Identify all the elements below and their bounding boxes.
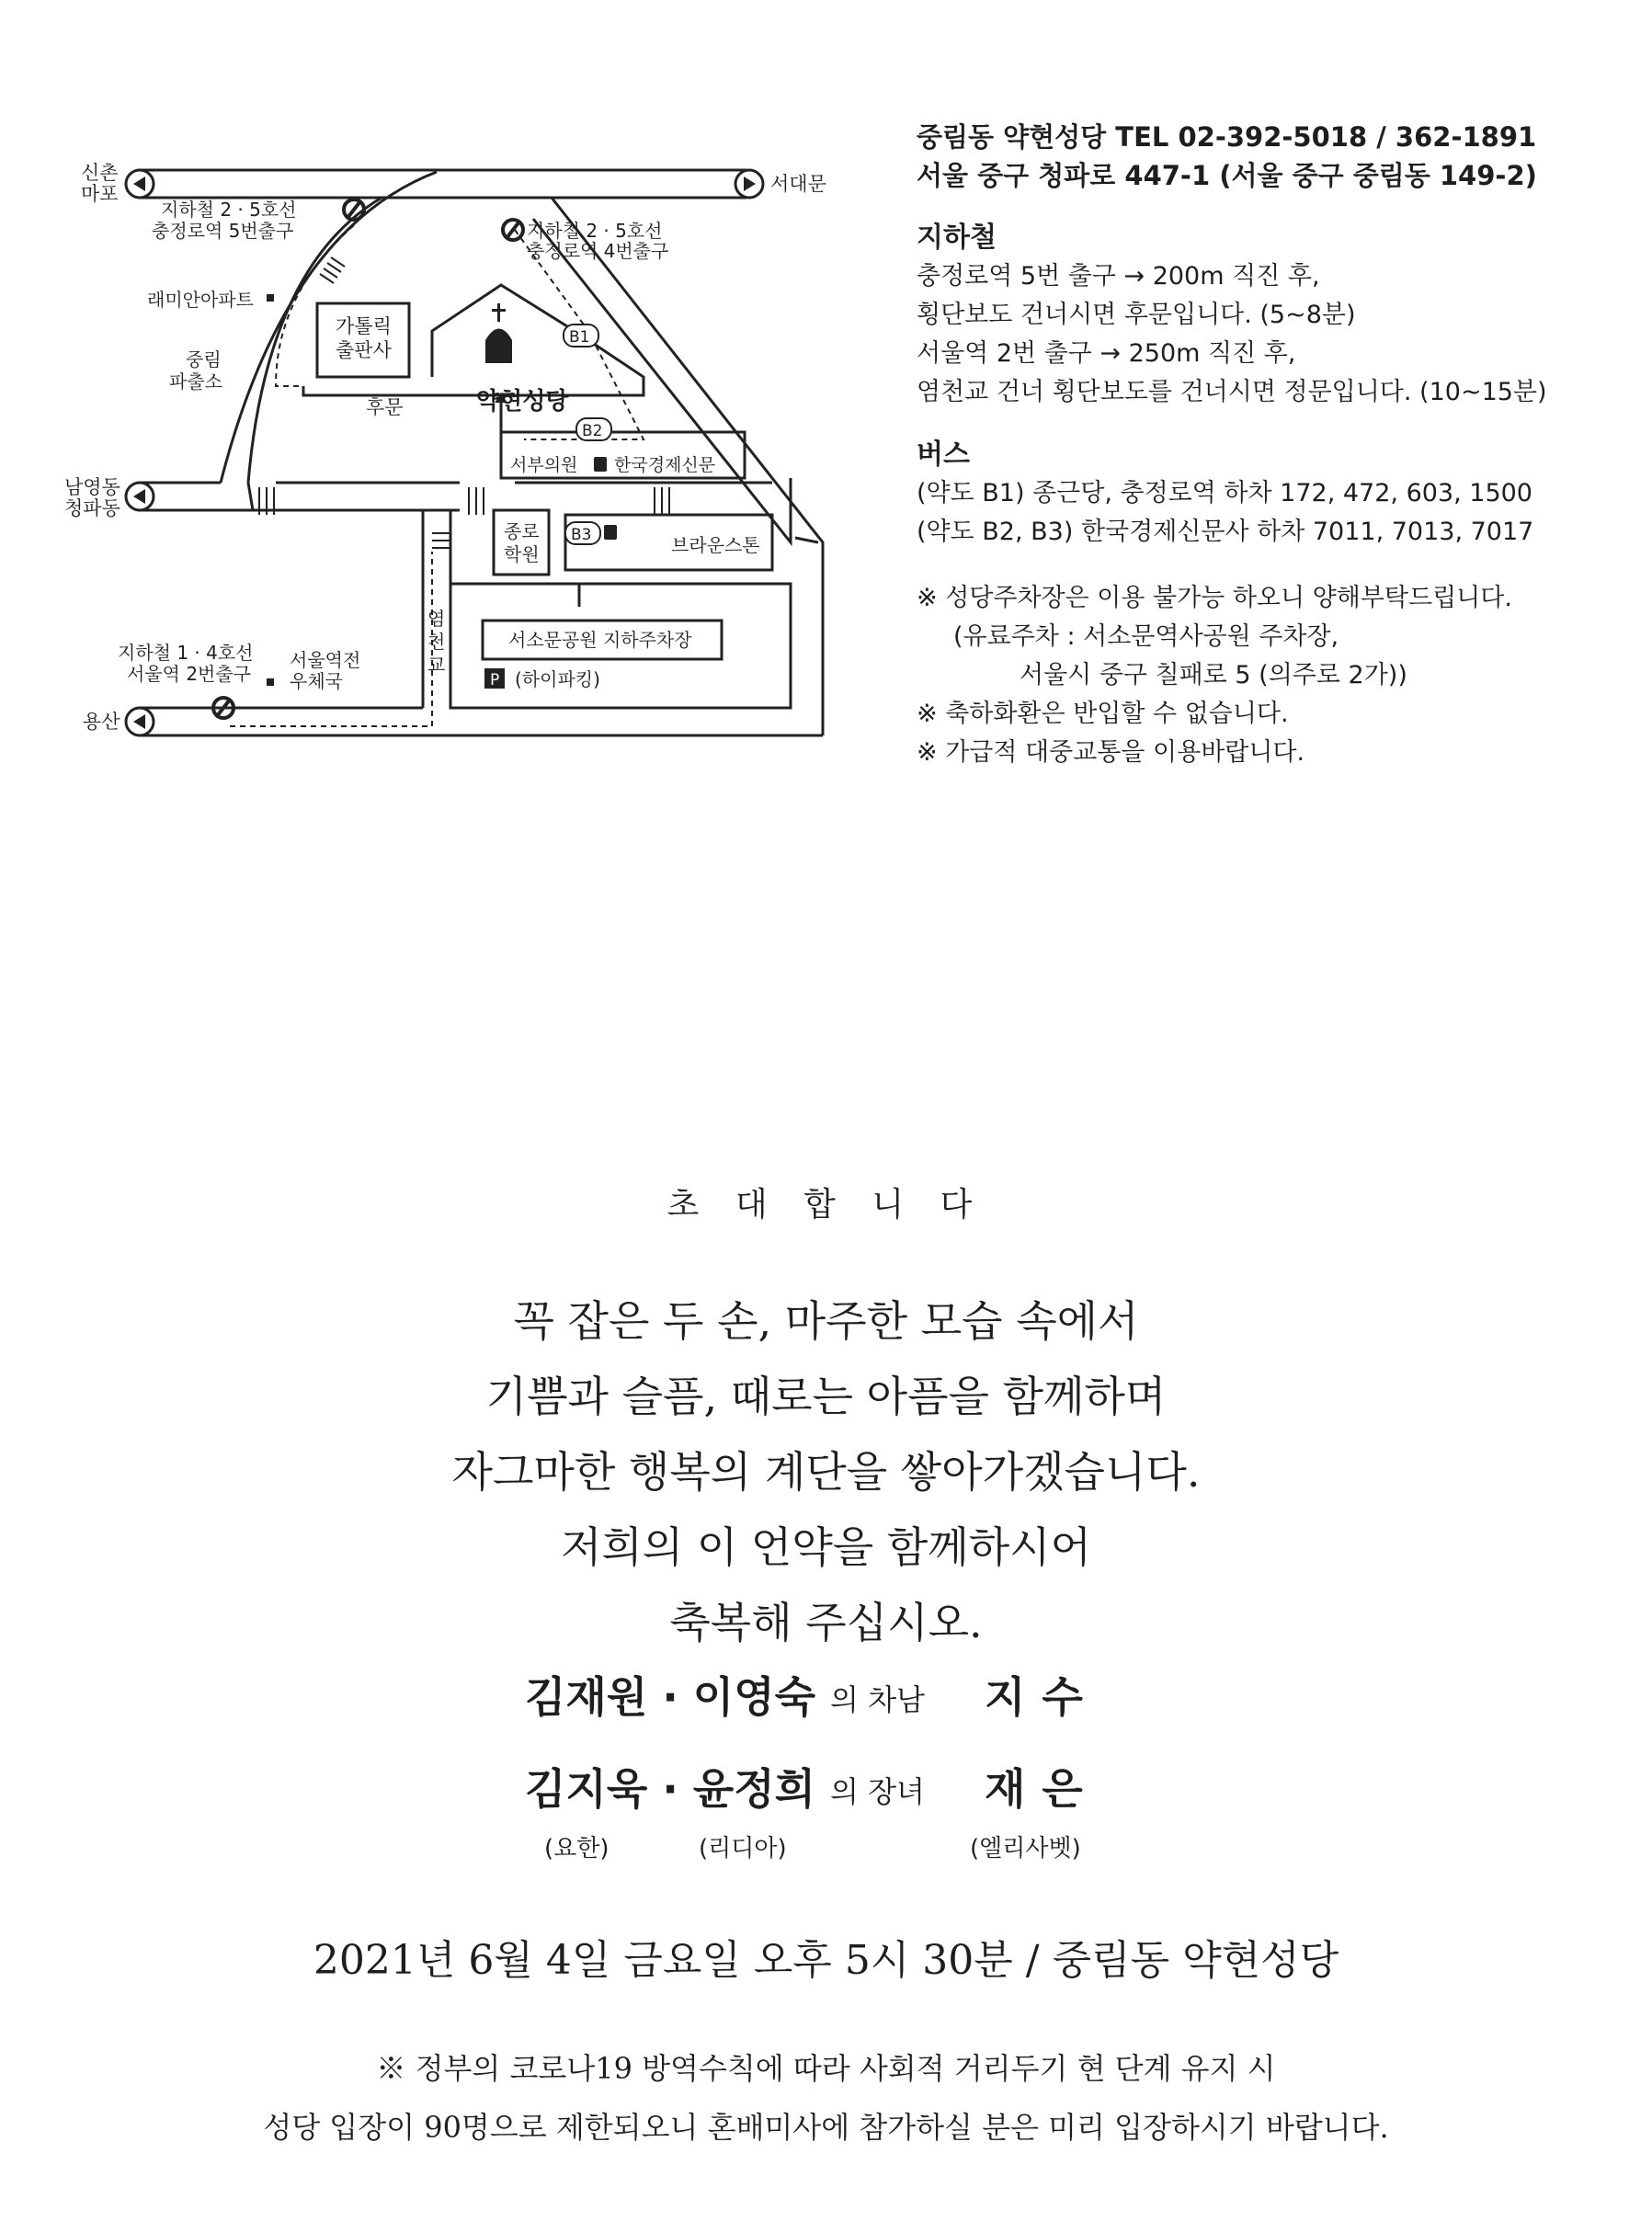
covid-notice bbox=[0, 2039, 1652, 2157]
bus-icon bbox=[594, 457, 607, 472]
subway-line: 횡단보도 건너시면 후문입니다. (5~8분) bbox=[917, 301, 1356, 329]
poem-line: 자그마한 행복의 계단을 쌓아가겠습니다. bbox=[451, 1447, 1201, 1497]
directions-info bbox=[917, 118, 1634, 772]
church-icon bbox=[485, 303, 512, 363]
invitation-title: 초 대 합 니 다 bbox=[666, 1186, 986, 1224]
baptismal-name-mother: (리디아) bbox=[699, 1835, 787, 1863]
subway-line: 염천교 건너 횡단보도를 건너시면 정문입니다. (10~15분) bbox=[917, 378, 1547, 406]
bride-relation: 의 장녀 bbox=[830, 1774, 925, 1809]
subway-title: 지하철 bbox=[917, 222, 997, 254]
subway-icon bbox=[503, 220, 523, 240]
bus-line: (약도 B2, B3) 한국경제신문사 하차 7011, 7013, 7017 bbox=[917, 518, 1534, 546]
post-office-line1: 서울역전 bbox=[290, 649, 361, 671]
crosswalk bbox=[655, 487, 669, 515]
church-map-label: 약현성당 bbox=[476, 388, 569, 416]
bride-name: 재은 bbox=[985, 1764, 1099, 1814]
road-top bbox=[138, 170, 746, 198]
route-exit5 bbox=[276, 225, 354, 386]
poem-line: 축복해 주십시오. bbox=[669, 1598, 983, 1647]
crosswalk bbox=[432, 533, 450, 548]
brown-label: 브라운스톤 bbox=[671, 534, 760, 556]
seobu-label: 서부의원 bbox=[510, 455, 578, 475]
poem-line: 꼭 잡은 두 손, 마주한 모습 속에서 bbox=[513, 1296, 1139, 1346]
baptismal-name-bride: (엘리사벳) bbox=[970, 1835, 1081, 1863]
subway-exit5-line1: 지하철 2 · 5호선 bbox=[161, 199, 297, 221]
subway-line: 충정로역 5번 출구 → 200m 직진 후, bbox=[917, 262, 1320, 291]
dest-seodaemun: 서대문 bbox=[770, 173, 826, 195]
road-bottom bbox=[138, 708, 823, 735]
crosswalk bbox=[320, 257, 345, 283]
note-line: ※ 성당주차장은 이용 불가능 하오니 양해부탁드립니다. bbox=[917, 584, 1512, 612]
subway-exit5-line2: 충정로역 5번출구 bbox=[152, 220, 294, 242]
bus-title: 버스 bbox=[917, 439, 970, 471]
publisher-line2: 출판사 bbox=[336, 339, 392, 361]
hankyung-label: 한국경제신문 bbox=[614, 455, 716, 475]
groom-parents: 김재원 · 이영숙 bbox=[525, 1672, 816, 1722]
date-place: 2021년 6월 4일 금요일 오후 5시 30분 / 중림동 약현성당 bbox=[313, 1937, 1339, 1984]
route-seoul bbox=[230, 552, 432, 726]
subway-seoul-line2: 서울역 2번출구 bbox=[127, 663, 252, 685]
church-contact: 중림동 약현성당 TEL 02-392-5018 / 362-1891 bbox=[917, 121, 1537, 153]
parking-icon: P bbox=[490, 671, 500, 689]
hipark-label: (하이파킹) bbox=[515, 668, 600, 690]
poem-line: 저희의 이 언약을 함께하시어 bbox=[560, 1522, 1092, 1572]
note-line: 서울시 중구 칠패로 5 (의주로 2가)) bbox=[1020, 661, 1407, 689]
bus-line: (약도 B1) 종근당, 충정로역 하차 172, 472, 603, 1500 bbox=[917, 479, 1532, 507]
groom-relation: 의 차남 bbox=[830, 1682, 925, 1717]
bride-parents: 김지욱 · 윤정희 bbox=[525, 1764, 816, 1814]
bus-b2-label: B2 bbox=[582, 422, 603, 440]
invitation-poem bbox=[0, 1283, 1652, 1660]
jongro-line1: 종로 bbox=[504, 520, 540, 542]
dest-sinchon: 신촌 bbox=[81, 162, 119, 184]
parking-lot-label: 서소문공원 지하주차장 bbox=[508, 629, 692, 651]
bus-b3-label: B3 bbox=[571, 526, 592, 544]
marker-square bbox=[267, 678, 274, 686]
subway-seoul-line1: 지하철 1 · 4호선 bbox=[118, 642, 254, 664]
note-line: (유료주차 : 서소문역사공원 주차장, bbox=[953, 622, 1339, 651]
road-middle bbox=[138, 483, 772, 510]
subway-exit4-line2: 충정로역 4번출구 bbox=[527, 240, 669, 262]
yeomcheon-2: 천 bbox=[427, 631, 446, 653]
yeomcheon-3: 교 bbox=[427, 654, 446, 676]
note-line: ※ 축하화환은 반입할 수 없습니다. bbox=[917, 700, 1289, 728]
subway-exit4-line1: 지하철 2 · 5호선 bbox=[527, 220, 663, 242]
jongro-line2: 학원 bbox=[504, 543, 540, 565]
back-gate-label: 후문 bbox=[366, 396, 404, 418]
yeomcheon-1: 염 bbox=[427, 608, 446, 630]
police-line1: 중림 bbox=[186, 348, 222, 370]
groom-name: 지수 bbox=[985, 1672, 1099, 1722]
dest-yongsan: 용산 bbox=[83, 711, 120, 733]
note-line: ※ 가급적 대중교통을 이용바랍니다. bbox=[917, 738, 1305, 767]
notice-line: ※ 정부의 코로나19 방역수칙에 따라 사회적 거리두기 현 단계 유지 시 bbox=[376, 2051, 1276, 2086]
location-map bbox=[0, 0, 855, 763]
crosswalk bbox=[469, 487, 484, 515]
dest-cheongpa: 청파동 bbox=[64, 497, 120, 519]
marker-square bbox=[267, 294, 274, 302]
bus-b1-label: B1 bbox=[569, 328, 590, 347]
police-line2: 파출소 bbox=[169, 370, 222, 393]
post-office-line2: 우체국 bbox=[290, 670, 343, 692]
church-address: 서울 중구 청파로 447-1 (서울 중구 중림동 149-2) bbox=[917, 160, 1537, 191]
dest-namyeong: 남영동 bbox=[64, 476, 120, 498]
bus-icon bbox=[604, 525, 617, 540]
dest-mapo: 마포 bbox=[81, 183, 119, 205]
notice-line: 성당 입장이 90명으로 제한되오니 혼배미사에 참가하실 분은 미리 입장하시기 바랍니다. bbox=[263, 2110, 1389, 2145]
publisher-line1: 가톨릭 bbox=[336, 315, 392, 337]
raemian-label: 래미안아파트 bbox=[147, 289, 254, 311]
baptismal-name-father: (요한) bbox=[544, 1835, 610, 1863]
subway-line: 서울역 2번 출구 → 250m 직진 후, bbox=[917, 339, 1296, 368]
poem-line: 기쁨과 슬픔, 때로는 아픔을 함께하며 bbox=[485, 1372, 1167, 1421]
